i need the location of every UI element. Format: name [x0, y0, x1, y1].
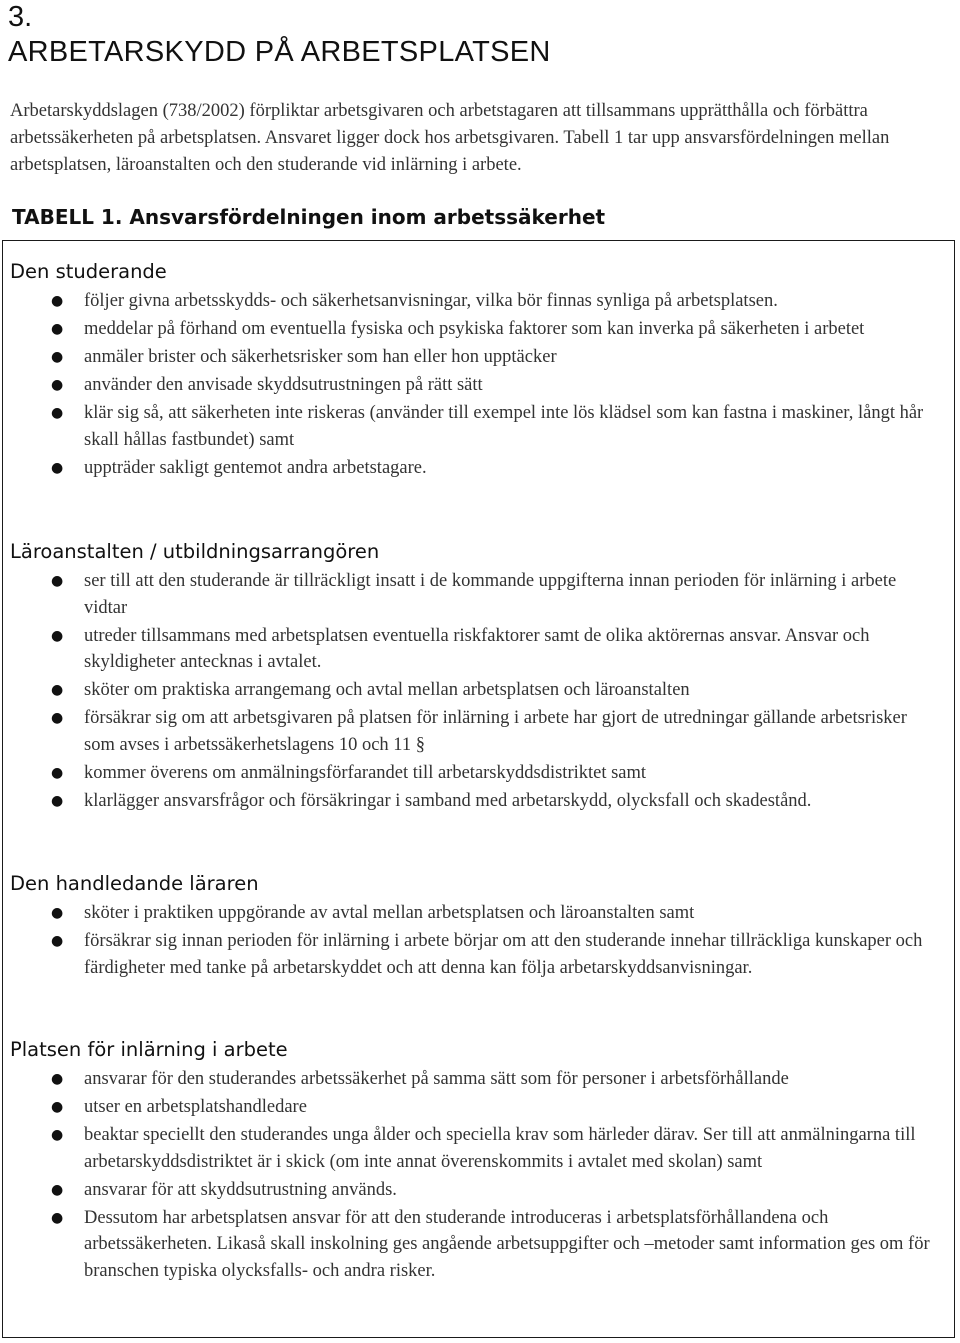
list-item [10, 288, 940, 315]
bullet-icon: ● [51, 404, 64, 421]
item-list [10, 568, 940, 814]
list-item [10, 1122, 940, 1175]
list-item [10, 677, 940, 704]
bullet-icon: ● [51, 710, 64, 727]
bullet-icon: ● [51, 459, 64, 476]
item-text: Dessutom har arbetsplatsen ansvar för att den studerande introduceras i arbetsplatsförhållandena och arbetssäkerheten. Likaså skall inskolning ges angående arbetsuppgifter och –metoder samt information ges om för branschen typiska olycksfalls- och andra risker. [84, 1207, 930, 1281]
item-text: försäkrar sig om att arbetsgivaren på platsen för inlärning i arbete har gjort de utredningar gällande arbetsrisker som avses i arbetssäkerhetslagens 10 och 11 § [84, 708, 907, 755]
list-item [10, 344, 940, 371]
section-heading: Den handledande läraren [10, 872, 259, 895]
bullet-icon: ● [51, 1126, 64, 1143]
chapter-number: 3. [8, 1, 33, 33]
bullet-icon: ● [51, 905, 64, 921]
item-text: sköter i praktiken uppgörande av avtal mellan arbetsplatsen och läroanstalten samt [84, 903, 695, 923]
item-text: sköter om praktiska arrangemang och avtal mellan arbetsplatsen och läroanstalten [84, 680, 690, 701]
item-text: anmäler brister och säkerhetsrisker som han eller hon upptäcker [84, 346, 557, 367]
section-heading: Läroanstalten / utbildningsarrangören [10, 540, 380, 563]
list-item [10, 372, 940, 399]
bullet-icon: ● [51, 320, 64, 337]
section-heading: Den studerande [10, 260, 167, 283]
item-text: utser en arbetsplatshandledare [84, 1096, 307, 1117]
list-item [10, 788, 940, 815]
bullet-icon: ● [51, 1071, 64, 1087]
list-item [10, 623, 940, 676]
item-text: meddelar på förhand om eventuella fysiska och psykiska faktorer som kan inverka på säkerheten i arbetet [84, 318, 865, 339]
bullet-icon: ● [51, 764, 64, 781]
table-caption: TABELL 1. Ansvarsfördelningen inom arbetssäkerhet [12, 205, 606, 229]
bullet-icon: ● [51, 573, 64, 589]
bullet-icon: ● [51, 348, 64, 365]
list-item [10, 1205, 940, 1285]
item-list [10, 288, 940, 481]
item-text: ser till att den studerande är tillräckligt insatt i de kommande uppgifterna innan perioden för inlärning i arbete vidtar [84, 571, 897, 618]
section-workplace [10, 1035, 940, 1286]
bullet-icon: ● [51, 1181, 64, 1198]
item-text: ansvarar för att skyddsutrustning används. [84, 1179, 397, 1200]
list-item [10, 316, 940, 343]
item-text: kommer överens om anmälningsförfarandet till arbetarskyddsdistriktet samt [84, 762, 647, 783]
bullet-icon: ● [51, 1098, 64, 1115]
chapter-title: ARBETARSKYDD PÅ ARBETSPLATSEN [8, 36, 551, 68]
item-text: beaktar speciellt den studerandes unga ålder och speciella krav som härleder därav. Ser till att anmälningarna till arbetarskyddsdistriktet är i skick (om inte annat överenskommits i avtalet med skolan) samt [84, 1124, 916, 1172]
list-item [10, 760, 940, 787]
list-item [10, 1177, 940, 1204]
bullet-icon: ● [51, 1209, 64, 1226]
bullet-icon: ● [51, 932, 64, 949]
section-heading: Platsen för inlärning i arbete [10, 1038, 288, 1061]
item-text: klarlägger ansvarsfrågor och försäkringar i samband med arbetarskydd, olycksfall och skadestånd. [84, 790, 812, 811]
item-text: använder den anvisade skyddsutrustningen på rätt sätt [84, 374, 483, 395]
list-item [10, 705, 940, 758]
list-item [10, 400, 940, 453]
bullet-icon: ● [51, 376, 64, 393]
section-supervising-teacher [10, 869, 940, 983]
bullet-icon: ● [51, 682, 64, 699]
item-text: klär sig så, att säkerheten inte riskeras (använder till exempel inte lös klädsel som kan fastna i maskiner, långt hår skall hållas fastbundet) samt [84, 402, 924, 450]
intro-paragraph: Arbetarskyddslagen (738/2002) förpliktar arbetsgivaren och arbetstagaren att tillsammans upprätthålla och förbättra arbetssäkerheten på arbetsplatsen. Ansvaret ligger dock hos arbetsgivaren. Tabell 1 tar upp ansvarsfördelningen mellan arbetsplatsen, läroanstalten och den studerande vid inlärning i arbete. [10, 101, 890, 175]
item-list [10, 900, 940, 981]
item-list [10, 1066, 940, 1284]
item-text: följer givna arbetsskydds- och säkerhetsanvisningar, vilka bör finnas synliga på arbetsplatsen. [84, 291, 778, 311]
section-school [10, 537, 940, 816]
bullet-icon: ● [51, 293, 64, 309]
list-item [10, 928, 940, 981]
list-item [10, 568, 940, 621]
list-item [10, 900, 940, 927]
item-text: försäkrar sig innan perioden för inlärning i arbete börjar om att den studerande innehar tillräckliga kunskaper och färdigheter med tanke på arbetarskyddet och att denna kan följa arbetarskyddsanvisningar. [84, 930, 923, 978]
bullet-icon: ● [51, 627, 64, 644]
list-item [10, 455, 940, 482]
list-item [10, 1094, 940, 1121]
item-text: ansvarar för den studerandes arbetssäkerhet på samma sätt som för personer i arbetsförhållande [84, 1069, 789, 1089]
list-item [10, 1066, 940, 1093]
item-text: utreder tillsammans med arbetsplatsen eventuella riskfaktorer samt de olika aktörernas ansvar. Ansvar och skyldigheter antecknas i avtalet. [84, 625, 870, 673]
bullet-icon: ● [51, 792, 64, 809]
section-student [10, 257, 940, 483]
item-text: uppträder sakligt gentemot andra arbetstagare. [84, 457, 427, 478]
